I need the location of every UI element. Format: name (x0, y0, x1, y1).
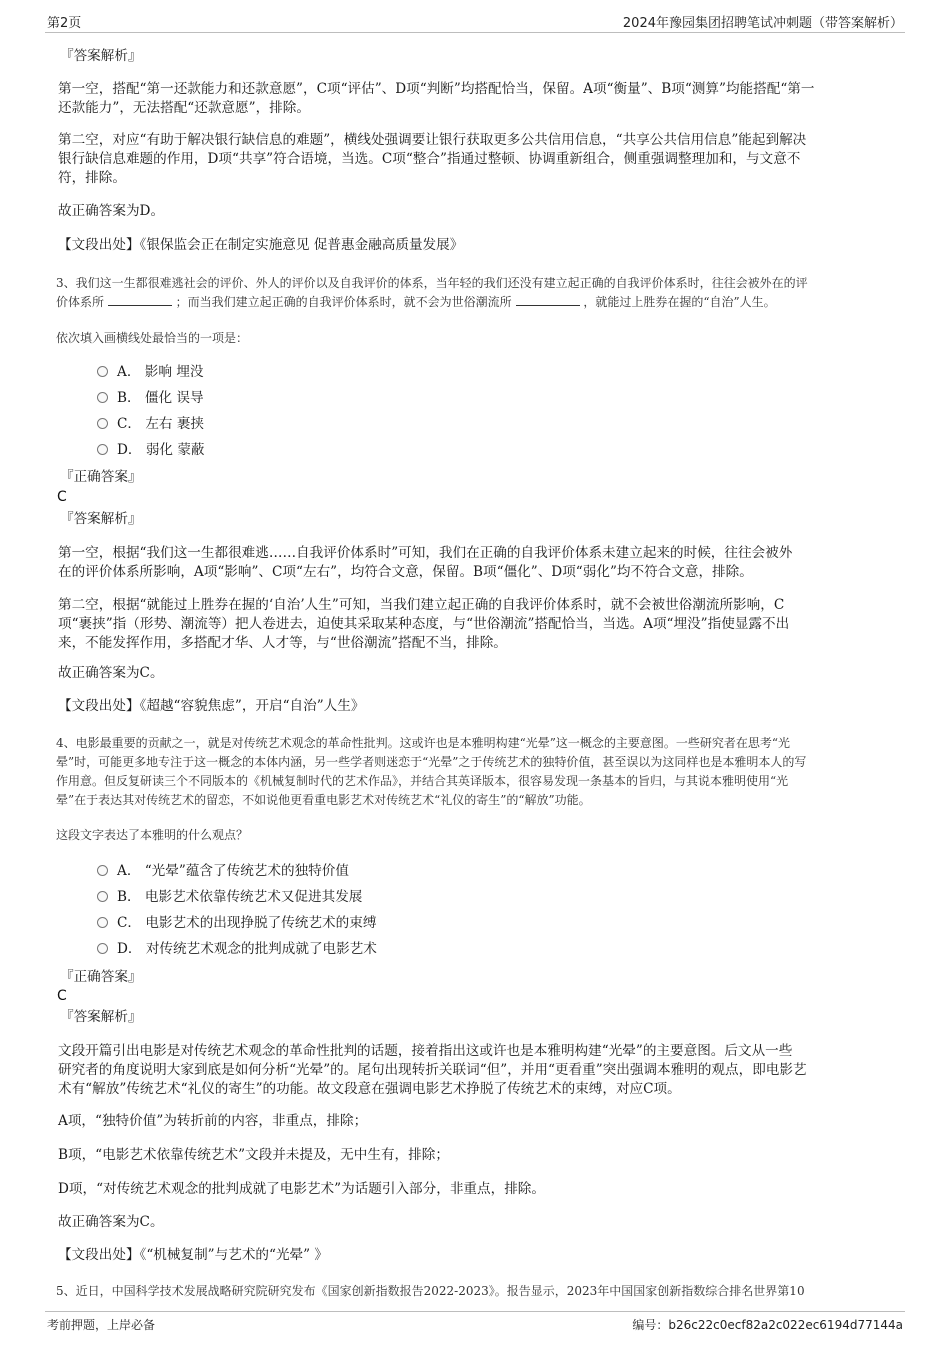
radio-icon[interactable] (97, 917, 108, 928)
question-4-stem-line-3: 作用意。但反复研读三个不同版本的《机械复制时代的艺术作品》，并结合其英译版本，很容易发现一条基本的旨归，与其说本雅明使用“光 (56, 774, 789, 788)
option-d[interactable]: D． 弱化 蒙蔽 (97, 441, 205, 460)
analysis-para-1-line-2: 在的评价体系所影响，A项“影响”、C项“左右”，均符合文意，保留。B项“僵化”、D项“弱化”均不符合文意，排除。 (58, 564, 753, 580)
analysis-para-2-line-1: 第二空，根据“就能过上胜券在握的‘自治’人生”可知，当我们建立起正确的自我评价体系时，就不会被世俗潮流所影响，C (58, 597, 785, 613)
analysis-para-1-line-1: 文段开篇引出电影是对传统艺术观念的革命性批判的话题，接着指出这或许也是本雅明构建“光晕”的主要意图。后文从一些 (58, 1043, 793, 1059)
question-4-stem-line-2: 晕”时，可能更多地专注于这一概念的本体内涵，另一些学者则迷恋于“光晕”之于传统艺术的独特价值，甚至误以为这同样也是本雅明本人的写 (56, 755, 807, 769)
option-c[interactable]: C． 电影艺术的出现挣脱了传统艺术的束缚 (97, 914, 376, 933)
fill-blank-2 (516, 293, 580, 306)
source: 【文段出处】《银保监会正在制定实施意见 促普惠金融高质量发展》 (58, 237, 464, 253)
document-title: 2024年豫园集团招聘笔试冲刺题（带答案解析） (622, 16, 903, 31)
question-5-stem-line-1: 5、近日，中国科学技术发展战略研究院研究发布《国家创新指数报告2022-2023》。报告显示，2023年中国国家创新指数综合排名世界第10 (56, 1284, 805, 1298)
radio-icon[interactable] (97, 943, 108, 954)
option-c[interactable]: C． 左右 裹挟 (97, 415, 204, 434)
question-3-stem-line-2: 价体系所 ；而当我们建立起正确的自我评价体系时，就不会为世俗潮流所 ，就能过上胜券在握的“自治”人生。 (56, 295, 776, 309)
conclusion: 故正确答案为C。 (58, 665, 164, 681)
correct-answer-label: 『正确答案』 (60, 969, 142, 985)
radio-icon[interactable] (97, 392, 108, 403)
option-a[interactable]: A． “光晕”蕴含了传统艺术的独特价值 (97, 862, 349, 881)
option-a[interactable]: A． 影响 埋没 (97, 363, 203, 382)
option-b[interactable]: B． 僵化 误导 (97, 389, 204, 408)
analysis-para-2-line-2: 银行缺信息难题的作用，D项“共享”符合语境，当选。C项“整合”指通过整顿、协调重新组合，侧重强调整理加和，与文意不 (58, 151, 801, 167)
analysis-para-1-line-1: 第一空，搭配“第一还款能力和还款意愿”，C项“评估”、D项“判断”均搭配恰当，保留。A项“衡量”、B项“测算”均能搭配“第一 (58, 81, 815, 97)
option-d[interactable]: D． 对传统艺术观念的批判成就了电影艺术 (97, 940, 377, 959)
analysis-label: 『答案解析』 (60, 48, 142, 64)
radio-icon[interactable] (97, 444, 108, 455)
analysis-para-1-line-2: 还款能力”，无法搭配“还款意愿”，排除。 (58, 100, 310, 116)
radio-icon[interactable] (97, 366, 108, 377)
analysis-para-1-line-3: 术有“解放”传统艺术“礼仪的寄生”的功能。故文段意在强调电影艺术挣脱了传统艺术的束缚，对应C项。 (58, 1081, 681, 1097)
question-4-stem-line-1: 4、电影最重要的贡献之一，就是对传统艺术观念的革命性批判。这或许也是本雅明构建“光晕”这一概念的主要意图。一些研究者在思考“光 (56, 736, 791, 750)
conclusion: 故正确答案为C。 (58, 1214, 164, 1230)
correct-answer: C (57, 489, 67, 505)
question-3-prompt: 依次填入画横线处最恰当的一项是： (56, 331, 249, 345)
question-4-stem-line-4: 晕”在于表达其对传统艺术的留恋，不如说他更看重电影艺术对传统艺术“礼仪的寄生”的“解放”功能。 (56, 793, 591, 807)
analysis-para-1-line-1: 第一空，根据“我们这一生都很难逃……自我评价体系时”可知，我们在正确的自我评价体系未建立起来的时候，往往会被外 (58, 545, 793, 561)
document-id: 编号：b26c22c0ecf82a2c022ec6194d77144a (632, 1318, 903, 1332)
correct-answer-label: 『正确答案』 (60, 469, 142, 485)
header-divider (45, 32, 905, 33)
radio-icon[interactable] (97, 865, 108, 876)
option-a-analysis: A项，“独特价值”为转折前的内容，非重点，排除； (58, 1113, 368, 1129)
option-b[interactable]: B． 电影艺术依靠传统艺术又促进其发展 (97, 888, 362, 907)
page-number: 第2页 (47, 16, 82, 31)
option-b-analysis: B项，“电影艺术依靠传统艺术”文段并未提及，无中生有，排除； (58, 1147, 449, 1163)
fill-blank-1 (108, 293, 172, 306)
analysis-para-1-line-2: 研究者的角度说明大家到底是如何分析“光晕”的。尾句出现转折关联词“但”，并用“更看重”突出强调本雅明的观点，即电影艺 (58, 1062, 807, 1078)
question-4-prompt: 这段文字表达了本雅明的什么观点？ (56, 828, 249, 842)
analysis-label: 『答案解析』 (60, 511, 142, 527)
footer-divider (45, 1311, 905, 1312)
radio-icon[interactable] (97, 891, 108, 902)
option-d-analysis: D项，“对传统艺术观念的批判成就了电影艺术”为话题引入部分，非重点，排除。 (58, 1181, 545, 1197)
analysis-label: 『答案解析』 (60, 1009, 142, 1025)
conclusion: 故正确答案为D。 (58, 203, 165, 219)
source: 【文段出处】《超越“容貌焦虑”，开启“自治”人生》 (58, 698, 365, 714)
analysis-para-2-line-3: 来，不能发挥作用，多搭配才华、人才等，与“世俗潮流”搭配不当，排除。 (58, 635, 507, 651)
footer-slogan: 考前押题，上岸必备 (47, 1318, 156, 1332)
source: 【文段出处】《“机械复制”与艺术的“光晕” 》 (58, 1247, 329, 1263)
question-3-stem-line-1: 3、我们这一生都很难逃社会的评价、外人的评价以及自我评价的体系，当年轻的我们还没有建立起正确的自我评价体系时，往往会被外在的评 (56, 276, 808, 290)
analysis-para-2-line-2: 项“裹挟”指（形势、潮流等）把人卷进去，迫使其采取某种态度，与“世俗潮流”搭配恰当，当选。A项“埋没”指使显露不出 (58, 616, 790, 632)
correct-answer: C (57, 988, 67, 1004)
radio-icon[interactable] (97, 418, 108, 429)
analysis-para-2-line-3: 符，排除。 (58, 170, 126, 186)
analysis-para-2-line-1: 第二空，对应“有助于解决银行缺信息的难题”，横线处强调要让银行获取更多公共信用信息，“共享公共信用信息”能起到解决 (58, 132, 807, 148)
